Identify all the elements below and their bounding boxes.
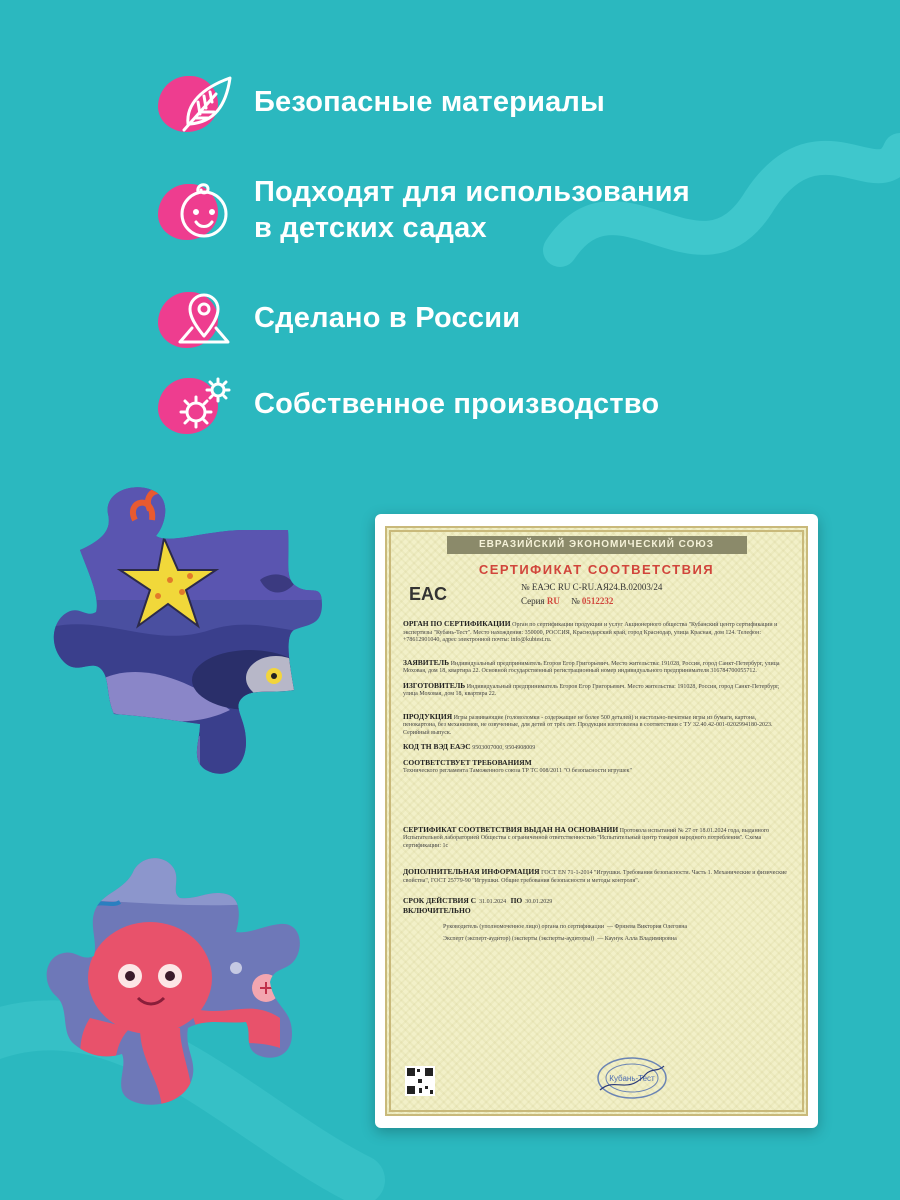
- expert-name: Каунук Алла Владимировна: [604, 935, 677, 942]
- series-label: Серия: [521, 596, 545, 606]
- feature-kindergarten: [158, 174, 690, 246]
- puzzle-piece-ocean: [40, 480, 330, 820]
- feature-own-production: [158, 368, 659, 440]
- section-text: Индивидуальный предприниматель Егоров Егор Григорьевич. Место жительства: 191028, Россия, город Санкт-Петербург, улица Моховая, дом 18, квартира 22. Основной государственный регистрационный номер индивидуального предпринимателя 316784700055712.: [403, 660, 780, 674]
- section-basis: [403, 826, 790, 851]
- section-text: Орган по сертификации продукции и услуг Акционерного общества "Кубанский центр сертификации и экспертизы "Кубань-Тест". Место нахождения: 350000, РОССИЯ, Краснодарский край, город Краснодар, улица Красная, дом 124. Телефон: +78612901040, адрес электронной почты: info@kubtest.ru.: [403, 622, 778, 643]
- section-heading: СЕРТИФИКАТ СООТВЕТСТВИЯ ВЫДАН НА ОСНОВАНИИ: [403, 824, 619, 834]
- certificate-title: СЕРТИФИКАТ СООТВЕТСТВИЯ: [478, 562, 715, 577]
- section-text: 9503007000, 9504908009: [472, 745, 536, 751]
- section-heading: СООТВЕТСТВУЕТ ТРЕБОВАНИЯМ: [403, 757, 532, 767]
- head-name: Фрязева Виктория Олеговна: [614, 924, 688, 930]
- validity-label: СРОК ДЕЙСТВИЯ С: [403, 896, 477, 905]
- blank-label: №: [571, 596, 580, 606]
- certificate-number-label: № ЕАЭС: [521, 582, 556, 592]
- feature-label: Сделано в России: [254, 302, 521, 334]
- head-label: Руководитель (уполномоченное лицо) органа по сертификации: [443, 924, 605, 930]
- section-heading: ИЗГОТОВИТЕЛЬ: [403, 680, 466, 690]
- signature-expert: Эксперт (эксперт-аудитор) (эксперты (эксперты-аудиторы)) — Каунук Алла Владимировна: [443, 935, 677, 942]
- valid-from: 31.01.2024: [479, 899, 507, 905]
- section-heading: ОРГАН ПО СЕРТИФИКАЦИИ: [403, 619, 511, 628]
- baby-face-icon: [168, 176, 238, 246]
- location-pin-icon: [168, 284, 238, 354]
- puzzle-piece-octopus: [30, 848, 320, 1148]
- signature-head: Руководитель (уполномоченное лицо) органа по сертификации — Фрязева Виктория Олеговна: [443, 924, 688, 930]
- section-heading: ЗАЯВИТЕЛЬ: [403, 657, 450, 667]
- qr-code-icon: [405, 1066, 435, 1096]
- certificate-card: [375, 514, 818, 1128]
- section-tnved: [403, 743, 790, 753]
- section-heading: ДОПОЛНИТЕЛЬНАЯ ИНФОРМАЦИЯ: [403, 867, 540, 876]
- certificate-number: [521, 582, 662, 592]
- feature-safe-materials: [158, 66, 605, 138]
- blank-number: 0512232: [581, 596, 614, 606]
- section-text: Игры развивающие (головоломки - содержащие не более 500 деталей) и настольно-печатные игры из бумаги, картона, пенокартона, без механизмов, не озвученные, для детей от трёх лет. Продукция изготовлена в соответствии с ТУ 32.40.42-001-0202994180-2023. Серийный выпуск.: [403, 714, 773, 736]
- section-text: ГОСТ EN 71-1-2014 "Игрушки. Требования безопасности. Часть 1. Механические и физические свойства", ГОСТ 25779-90 "Игрушки. Общие требования безопасности и методы контроля".: [403, 870, 787, 884]
- certificate-banner: ЕВРАЗИЙСКИЙ ЭКОНОМИЧЕСКИЙ СОЮЗ: [447, 536, 747, 554]
- section-additional-info: [403, 868, 790, 885]
- valid-to-label: ПО: [510, 896, 523, 905]
- stamp-text: Кубань-Тест: [609, 1074, 655, 1083]
- section-text: Технического регламента Таможенного союза ТР ТС 008/2011 "О безопасности игрушек": [403, 768, 632, 774]
- feature-label: Собственное производство: [254, 388, 660, 420]
- feature-made-in-russia: [158, 282, 520, 354]
- section-certification-body: [403, 620, 790, 645]
- gears-icon: [168, 370, 238, 440]
- feature-label-line-2: в детских садах: [254, 212, 487, 244]
- section-heading: ПРОДУКЦИЯ: [403, 711, 453, 721]
- inclusive-label: ВКЛЮЧИТЕЛЬНО: [403, 905, 471, 915]
- certificate-series: [521, 596, 613, 606]
- section-text: Индивидуальный предприниматель Егоров Егор Григорьевич. Место жительства: 191028, Россия, город Санкт-Петербург, улица Моховая, дом 18, квартира 22.: [403, 683, 780, 697]
- valid-to: 30.01.2029: [525, 899, 553, 905]
- feature-label-line-1: Подходят для использования: [254, 176, 690, 208]
- certificate-number-value: RU C-RU.АЯ24.В.02003/24: [557, 582, 663, 592]
- stamp-seal: [596, 1056, 668, 1100]
- section-text: Протокола испытаний № 27 от 18.01.2024 года, выданного Испытательной лабораторией Общества с ограниченной ответственностью "Испытательный центр товаров народного потребления". Схема сертификации: 1с: [403, 827, 770, 849]
- validity-row: [403, 897, 790, 916]
- section-manufacturer: [403, 682, 790, 699]
- section-heading: КОД ТН ВЭД ЕАЭС: [403, 742, 471, 751]
- leaf-icon: [168, 68, 238, 138]
- section-applicant: [403, 659, 790, 676]
- feature-label: Безопасные материалы: [254, 86, 606, 118]
- certificate-section-body: [403, 620, 790, 943]
- series-value: RU: [546, 596, 560, 606]
- section-product: [403, 713, 790, 738]
- eac-mark: EAC: [409, 584, 448, 604]
- certificate-document: [385, 526, 808, 1116]
- section-requirements: [403, 759, 790, 776]
- expert-label: Эксперт (эксперт-аудитор) (эксперты (эксперты-аудиторы)): [443, 935, 595, 942]
